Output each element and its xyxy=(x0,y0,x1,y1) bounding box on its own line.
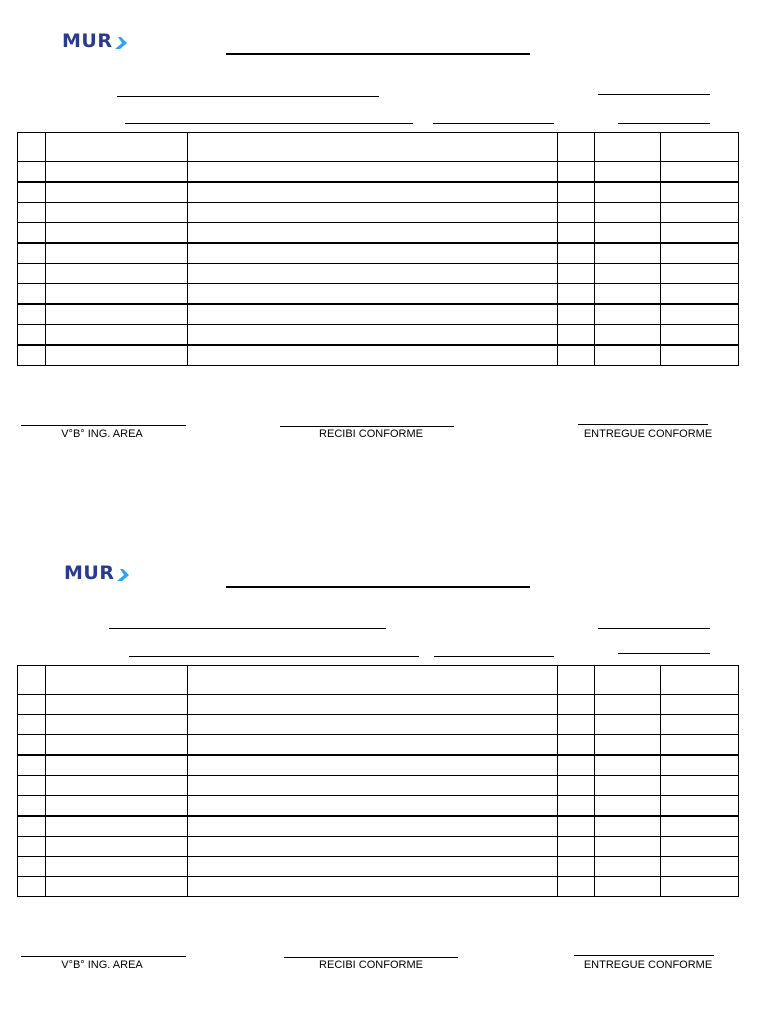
signature-label-entregue: ENTREGUE CONFORME xyxy=(583,959,713,971)
field-line-1[interactable] xyxy=(109,628,386,629)
table-row[interactable] xyxy=(18,755,739,776)
arrow-logo-icon xyxy=(115,567,131,583)
field-line-3[interactable] xyxy=(434,656,554,657)
table-row[interactable] xyxy=(18,735,739,756)
signature-line-vb[interactable] xyxy=(21,956,186,957)
signature-line-recibi[interactable] xyxy=(284,957,458,958)
table-row[interactable] xyxy=(18,715,739,735)
table-row[interactable] xyxy=(18,796,739,817)
table-row[interactable] xyxy=(18,877,739,897)
title-line xyxy=(226,586,530,588)
table-row[interactable] xyxy=(18,776,739,796)
signature-label-vb: V°B° ING. AREA xyxy=(61,959,143,971)
field-line-2[interactable] xyxy=(129,656,419,657)
signature-label-entregue: ENTREGUE CONFORME xyxy=(583,428,713,440)
table-row[interactable] xyxy=(18,816,739,837)
table-row[interactable] xyxy=(18,695,739,715)
signature-label-vb: V°B° ING. AREA xyxy=(61,428,143,440)
items-table xyxy=(17,665,739,897)
table-row[interactable] xyxy=(18,857,739,877)
logo-text: MUR xyxy=(62,30,113,52)
signature-line-entregue[interactable] xyxy=(574,955,714,956)
logo-text: MUR xyxy=(64,562,115,584)
table-row[interactable] xyxy=(18,837,739,857)
field-line-date[interactable] xyxy=(598,628,710,629)
company-logo xyxy=(64,562,131,584)
signature-label-recibi: RECIBI CONFORME xyxy=(319,428,423,440)
table-header-row xyxy=(18,666,739,695)
signature-label-recibi: RECIBI CONFORME xyxy=(319,959,423,971)
field-line-4[interactable] xyxy=(618,653,710,654)
